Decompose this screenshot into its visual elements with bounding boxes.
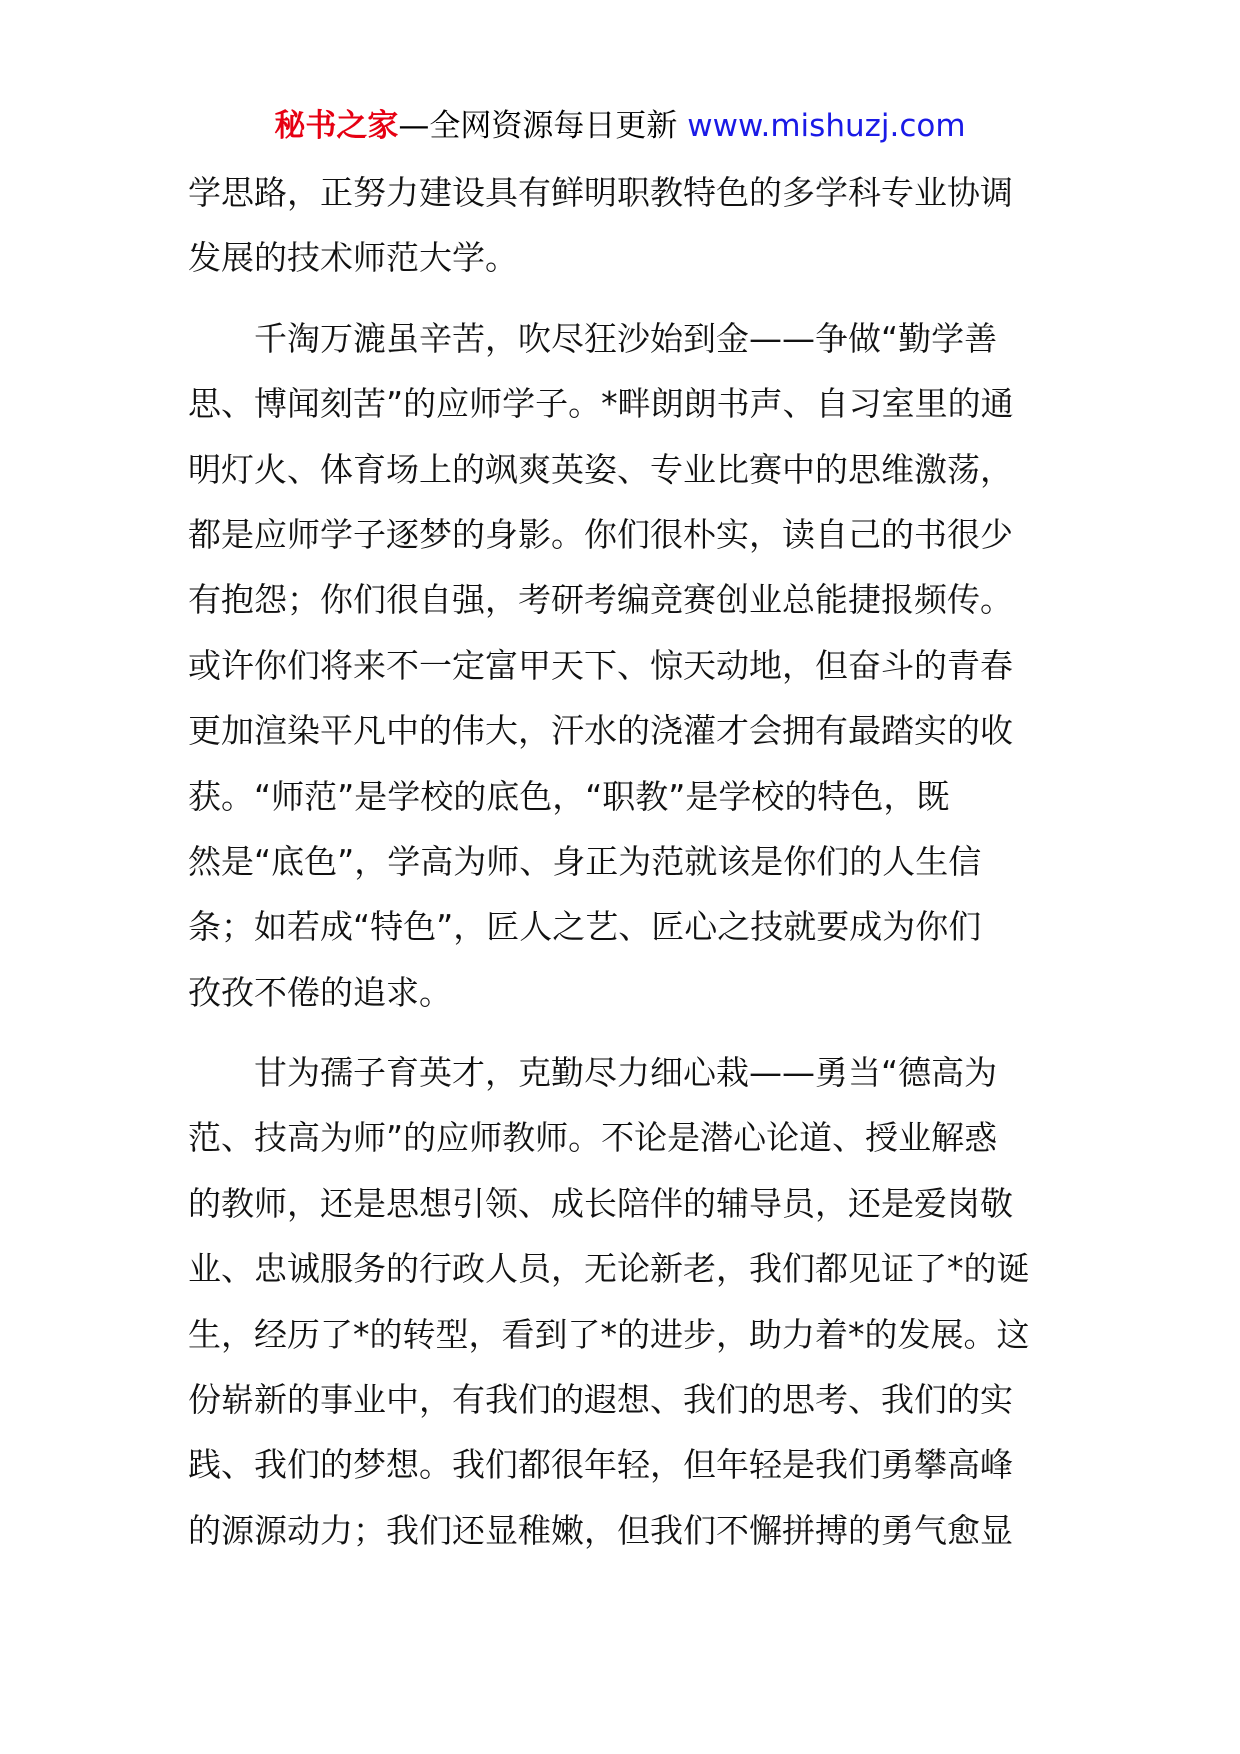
text-line: 践、我们的梦想。我们都很年轻，但年轻是我们勇攀高峰 bbox=[188, 1445, 1013, 1485]
text-line: 学思路，正努力建设具有鲜明职教特色的多学科专业协调 bbox=[188, 173, 1013, 212]
text-line: 的教师，还是思想引领、成长陪伴的辅导员，还是爱岗敬 bbox=[188, 1183, 1013, 1223]
text-line: 获。“师范”是学校的底色，“职教”是学校的特色，既 bbox=[188, 776, 950, 816]
document-body bbox=[188, 160, 1048, 1563]
text-line: 千淘万漉虽辛苦，吹尽狂沙始到金——争做“勤学善 bbox=[254, 318, 998, 358]
brand-name: 秘书之家 bbox=[274, 108, 399, 144]
header-tagline: —全网资源每日更新 bbox=[398, 108, 678, 144]
text-line: 孜孜不倦的追求。 bbox=[188, 972, 452, 1012]
text-line: 业、忠诚服务的行政人员，无论新老，我们都见证了*的诞 bbox=[188, 1249, 1030, 1289]
text-line: 生，经历了*的转型，看到了*的进步，助力着*的发展。这 bbox=[188, 1314, 1030, 1354]
text-line: 甘为孺子育英才，克勤尽力细心栽——勇当“德高为 bbox=[254, 1053, 998, 1093]
text-line: 或许你们将来不一定富甲天下、惊天动地，但奋斗的青春 bbox=[188, 645, 1013, 685]
text-line: 都是应师学子逐梦的身影。你们很朴实，读自己的书很少 bbox=[188, 514, 1013, 554]
text-line: 的源源动力；我们还显稚嫩，但我们不懈拼搏的勇气愈显 bbox=[188, 1510, 1013, 1550]
text-line: 明灯火、体育场上的飒爽英姿、专业比赛中的思维激荡， bbox=[188, 449, 1013, 489]
paragraph bbox=[188, 1040, 1048, 1563]
text-line: 然是“底色”，学高为师、身正为范就该是你们的人生信 bbox=[188, 841, 982, 881]
paragraph bbox=[188, 306, 1048, 1025]
text-line: 思、博闻刻苦”的应师学子。*畔朗朗书声、自习室里的通 bbox=[188, 384, 1014, 424]
site-header bbox=[0, 104, 1240, 148]
text-line: 份崭新的事业中，有我们的遐想、我们的思考、我们的实 bbox=[188, 1380, 1013, 1420]
text-line: 条；如若成“特色”，匠人之艺、匠心之技就要成为你们 bbox=[188, 907, 982, 947]
paragraph bbox=[188, 160, 1048, 291]
text-line: 更加渲染平凡中的伟大，汗水的浇灌才会拥有最踏实的收 bbox=[188, 711, 1013, 751]
text-line: 有抱怨；你们很自强，考研考编竞赛创业总能捷报频传。 bbox=[188, 580, 1013, 620]
text-line: 范、技高为师”的应师教师。不论是潜心论道、授业解惑 bbox=[188, 1118, 998, 1158]
site-url-link[interactable]: www.mishuzj.com bbox=[687, 108, 966, 144]
text-line: 发展的技术师范大学。 bbox=[188, 238, 518, 278]
